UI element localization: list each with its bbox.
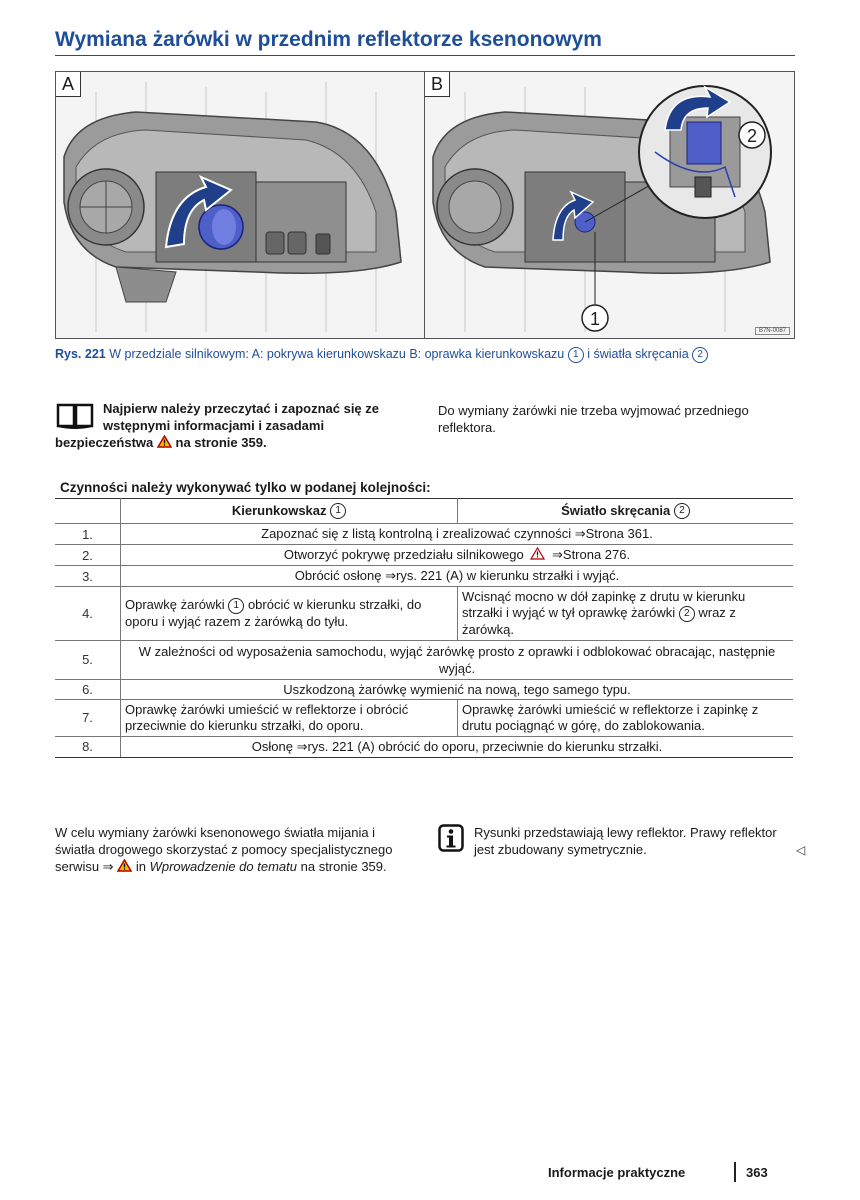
panel-label-a: A: [56, 72, 81, 97]
step-number: 3.: [55, 566, 121, 587]
step-number: 4.: [55, 587, 121, 641]
step-number: 1.: [55, 524, 121, 545]
info-icon: [438, 824, 464, 852]
no-removal-note: Do wymiany żarówki nie trzeba wyjmować przedniego reflektora.: [438, 403, 749, 435]
step-text-cornering-light: Oprawkę żarówki umieścić w reflektorze i zapinkę z drutu pociągnąć w górę, do zablokowania.: [458, 699, 794, 736]
table-row: [55, 736, 793, 757]
read-first-note: [55, 400, 400, 451]
step-text-turn-signal: Oprawkę żarówki umieścić w reflektorze i obrócić przeciwnie do kierunku strzałki, do oporu.: [121, 699, 458, 736]
step-text: Obrócić osłonę ⇒rys. 221 (A) w kierunku strzałki i wyjąć.: [121, 566, 794, 587]
table-header-row: [55, 499, 793, 524]
figure-caption: [55, 346, 795, 363]
col2-marker: 2: [674, 503, 690, 519]
step-text: Uszkodzoną żarówkę wymienić na nową, tego samego typu.: [121, 679, 794, 699]
page-title: Wymiana żarówki w przednim reflektorze ksenonowym: [55, 28, 795, 56]
step-number: 6.: [55, 679, 121, 699]
table-row: [55, 587, 793, 641]
step-number: 5.: [55, 640, 121, 679]
warning-triangle-icon: [157, 435, 172, 448]
figure-221: [55, 71, 795, 339]
caption-ref: Rys. 221: [55, 347, 106, 361]
marker-1: 1: [589, 309, 601, 329]
xenon-service-note: W celu wymiany żarówki ksenonowego światła mijania i światła drogowego skorzystać z pomocy specjalistycznego serwisu ⇒ in Wprowadzenie do tematu na stronie 359.: [55, 825, 393, 874]
info-text: Rysunki przedstawiają lewy reflektor. Prawy reflektor jest zbudowany symetrycznie.: [474, 825, 777, 857]
figure-panel-b: [425, 72, 794, 338]
read-first-text: Najpierw należy przeczytać i zapoznać się ze wstępnymi informacjami i zasadami bezpieczeństwa: [55, 401, 380, 450]
step-text: Otworzyć pokrywę przedziału silnikowego ⇒Strona 276.: [121, 545, 794, 566]
caption-mid: i światła skręcania: [587, 347, 689, 361]
figure-panel-a: [56, 72, 425, 338]
warning-triangle-icon: [117, 859, 132, 872]
step-number: 8.: [55, 736, 121, 757]
marker-2: 2: [746, 126, 758, 146]
col-header-cornering-light: Światło skręcania 2: [458, 499, 794, 524]
caption-text: W przedziale silnikowym: A: pokrywa kierunkowskazu B: oprawka kierunkowskazu: [109, 347, 565, 361]
step-text: Osłonę ⇒rys. 221 (A) obrócić do oporu, przeciwnie do kierunku strzałki.: [121, 736, 794, 757]
table-row: [55, 679, 793, 699]
col-header-turn-signal: Kierunkowskaz 1: [121, 499, 458, 524]
end-of-section-mark: ◁: [796, 843, 806, 857]
table-row: [55, 524, 793, 545]
step-text: Zapoznać się z listą kontrolną i zrealizować czynności ⇒Strona 361.: [121, 524, 794, 545]
marker-2: 2: [679, 606, 695, 622]
headlight-illustration-b: [425, 72, 794, 338]
steps-heading: Czynności należy wykonywać tylko w podanej kolejności:: [60, 480, 431, 495]
info-note: [438, 824, 793, 858]
footer-divider: [734, 1162, 736, 1182]
warning-triangle-icon: [530, 547, 545, 560]
intro-link[interactable]: Wprowadzenie do tematu: [149, 859, 297, 874]
headlight-illustration-a: [56, 72, 424, 338]
table-row: [55, 640, 793, 679]
panel-label-b: B: [425, 72, 450, 97]
col1-marker: 1: [330, 503, 346, 519]
footer-section-label: Informacje praktyczne: [548, 1165, 686, 1180]
step-number: 7.: [55, 699, 121, 736]
steps-table: [55, 498, 793, 758]
page-number: 363: [746, 1165, 768, 1180]
table-row: [55, 699, 793, 736]
table-row: [55, 566, 793, 587]
figure-code: B7N-0087: [755, 327, 790, 335]
step-text: W zależności od wyposażenia samochodu, wyjąć żarówkę prosto z oprawki i odblokować obracając, następnie wyjąć.: [121, 640, 794, 679]
marker-1: 1: [228, 598, 244, 614]
book-icon: [55, 400, 95, 430]
caption-marker-2: 2: [692, 347, 708, 363]
step-number: 2.: [55, 545, 121, 566]
step-text-turn-signal: Oprawkę żarówki 1 obrócić w kierunku strzałki, do oporu i wyjąć razem z żarówką do tyłu.: [121, 587, 458, 641]
table-row: [55, 545, 793, 566]
step-text-cornering-light: Wcisnąć mocno w dół zapinkę z drutu w kierunku strzałki i wyjąć w tył oprawkę żarówki 2 wraz z żarówką.: [458, 587, 794, 641]
read-first-tail: na stronie 359.: [175, 435, 267, 450]
caption-marker-1: 1: [568, 347, 584, 363]
